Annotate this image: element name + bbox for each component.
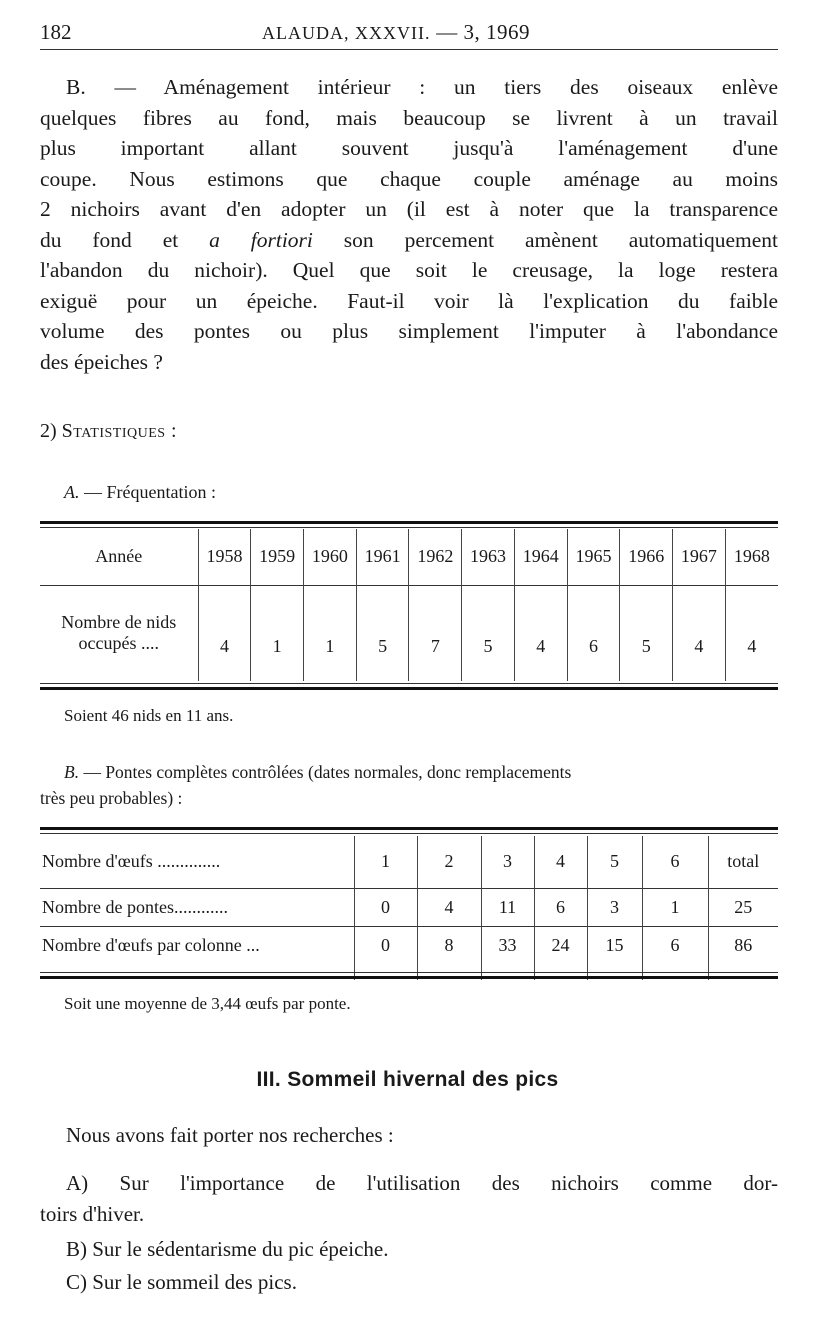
value-cell: 3 — [481, 836, 534, 888]
year-cell: 1965 — [567, 529, 620, 585]
table-b-bottom-rule — [40, 976, 778, 979]
section-a-heading — [64, 482, 216, 503]
row-label: Nombre d'œufs par colonne ... — [42, 934, 260, 955]
item-c: C) Sur le sommeil des pics. — [66, 1270, 297, 1294]
value-cell: 5 — [587, 836, 642, 888]
statistics-number: 2) — [40, 420, 57, 442]
year-cell: 1961 — [356, 529, 409, 585]
nest-count-cell: 4 — [198, 585, 251, 681]
nest-count-cell: 5 — [462, 585, 515, 681]
table-row — [40, 836, 778, 888]
item-b: B) Sur le sédentarisme du pic épeiche. — [66, 1237, 389, 1261]
year-cell: 1960 — [304, 529, 357, 585]
year-cell: 1958 — [198, 529, 251, 585]
table-a-top-rule-thin — [40, 527, 778, 528]
total-cell: total — [708, 836, 778, 888]
section-a-letter: A. — [64, 482, 80, 502]
nest-count-cell: 5 — [620, 585, 673, 681]
statistics-heading — [40, 420, 177, 443]
nest-count-cell: 4 — [673, 585, 726, 681]
section-a-summary: Soient 46 nids en 11 ans. — [64, 706, 234, 725]
value-cell: 24 — [534, 926, 587, 980]
text-fragment: du fond et — [40, 227, 210, 252]
section-iii-title: III. Sommeil hivernal des pics — [256, 1068, 559, 1091]
text-line: des épeiches ? — [40, 349, 163, 374]
text-line: volume des pontes ou plus simplement l'imputer à l'abondance — [40, 319, 778, 343]
section-a-title: — Fréquentation : — [84, 482, 216, 502]
paragraph-amenagement — [40, 72, 778, 377]
section-b-letter: B. — [64, 762, 80, 782]
row-label: Nombre de pontes............ — [42, 896, 228, 917]
table-a-bottom-rule-thin — [40, 683, 778, 684]
running-title — [262, 20, 530, 45]
journal-name: ALAUDA, XXXVII. — [262, 23, 431, 43]
issue-info: — 3, 1969 — [436, 20, 530, 44]
section-b-heading — [64, 762, 778, 783]
italic-phrase: a fortiori — [209, 227, 313, 252]
value-cell: 0 — [354, 926, 417, 980]
year-cell: 1966 — [620, 529, 673, 585]
row-label-line: occupés .... — [78, 633, 160, 654]
value-cell: 33 — [481, 926, 534, 980]
nest-count-cell: 1 — [251, 585, 304, 681]
value-cell: 0 — [354, 888, 417, 926]
value-cell: 6 — [642, 926, 708, 980]
text-line: A) Sur l'importance de l'utilisation des nichoirs comme dor- — [66, 1171, 778, 1195]
value-cell: 1 — [354, 836, 417, 888]
section-b-title: — Pontes complètes contrôlées (dates normales, donc remplacements — [83, 762, 572, 782]
value-cell: 4 — [417, 888, 481, 926]
text-line: quelques fibres au fond, mais beaucoup se livrent à un travail — [40, 105, 778, 130]
text-line: l'abandon du nichoir). Quel que soit le creusage, la loge restera — [40, 258, 778, 282]
statistics-title: Statistiques : — [61, 420, 178, 442]
text-line: coupe. Nous estimons que chaque couple aménage au moins — [40, 166, 778, 191]
text-fragment: son percement amènent automatiquement — [312, 227, 778, 252]
table-b-bottom-rule-thin — [40, 972, 778, 973]
year-cell: 1967 — [673, 529, 726, 585]
table-pontes — [40, 836, 778, 980]
nest-count-cell: 5 — [356, 585, 409, 681]
total-cell: 86 — [708, 926, 778, 980]
year-cell: 1959 — [251, 529, 304, 585]
nest-count-cell: 7 — [409, 585, 462, 681]
value-cell: 1 — [642, 888, 708, 926]
row-label: Nombre d'œufs .............. — [42, 851, 221, 872]
row-label-line: Nombre de nids — [61, 612, 177, 633]
table-b-top-rule — [40, 827, 778, 830]
table-row-nests — [40, 585, 778, 681]
value-cell: 8 — [417, 926, 481, 980]
table-a-top-rule — [40, 521, 778, 524]
year-cell: 1964 — [514, 529, 567, 585]
value-cell: 4 — [534, 836, 587, 888]
table-row — [40, 888, 778, 926]
nest-count-cell: 4 — [514, 585, 567, 681]
nest-count-cell: 1 — [304, 585, 357, 681]
table-b-top-rule-thin — [40, 833, 778, 834]
value-cell: 6 — [642, 836, 708, 888]
nest-count-cell: 4 — [725, 585, 778, 681]
text-line: exiguë pour un épeiche. Faut-il voir là l'explication du faible — [40, 288, 778, 313]
running-header — [40, 18, 778, 48]
text-line: 2 nichoirs avant d'en adopter un (il est à noter que la transparence — [40, 197, 778, 221]
text-line: B. — Aménagement intérieur : un tiers des oiseaux enlève — [66, 75, 778, 99]
value-cell: 2 — [417, 836, 481, 888]
section-iii-intro: Nous avons fait porter nos recherches : — [66, 1123, 394, 1147]
text-line: plus important allant souvent jusqu'à l'aménagement d'une — [40, 136, 778, 160]
table-row-years — [40, 529, 778, 585]
section-b-summary: Soit une moyenne de 3,44 œufs par ponte. — [64, 994, 351, 1013]
value-cell: 15 — [587, 926, 642, 980]
item-a — [40, 1168, 778, 1229]
value-cell: 6 — [534, 888, 587, 926]
year-cell: 1968 — [725, 529, 778, 585]
page-number: 182 — [40, 20, 72, 44]
row-label-nombre-nids — [40, 585, 198, 681]
row-label-annee: Année — [95, 546, 143, 567]
year-cell: 1962 — [409, 529, 462, 585]
value-cell: 11 — [481, 888, 534, 926]
total-cell: 25 — [708, 888, 778, 926]
table-frequentation — [40, 529, 778, 681]
value-cell: 3 — [587, 888, 642, 926]
year-cell: 1963 — [462, 529, 515, 585]
header-rule — [40, 49, 778, 50]
text-line-italic-phrase — [40, 225, 778, 256]
table-a-bottom-rule — [40, 687, 778, 690]
nest-count-cell: 6 — [567, 585, 620, 681]
text-line: toirs d'hiver. — [40, 1201, 145, 1226]
section-b-heading-continued: très peu probables) : — [40, 788, 183, 808]
